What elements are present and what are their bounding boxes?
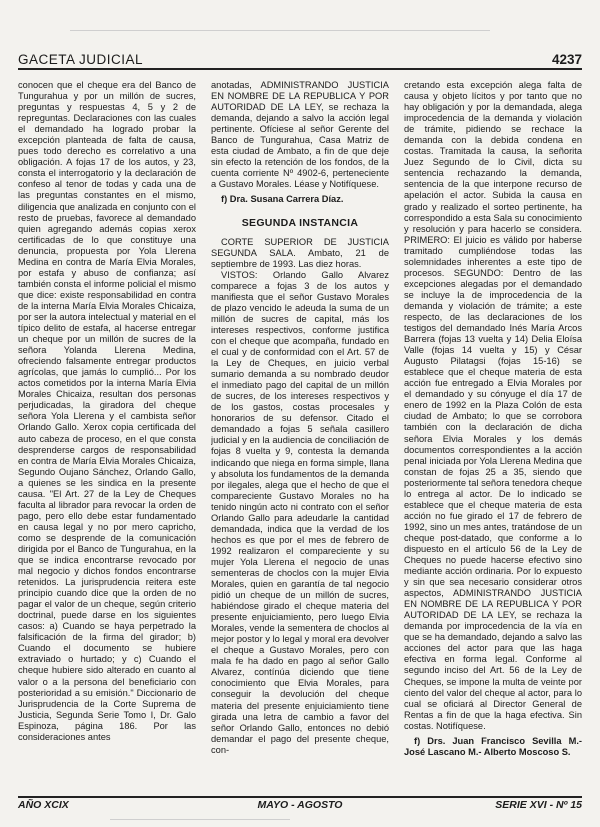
column-1-text: conocen que el cheque era del Banco de Tungurahua y por un millón de sucres, preguntas y respuestas 4, 5 y 2 de repreguntas. Declaraciones con las cuales el demandado ha logrado probar la excepción planteada de falta de causa, pues todo derecho es correlativo a una obligación. A fojas 17 de los autos, y 23, consta el interrogatorio y la declaración de confeso al tenor de todas y cada una de las preguntas constantes en el mismo, diligencia que analizada en conjunto con el resto de pruebas, favorece al demandado quien agregando además copias xerox certificadas de lo que constituye una denuncia, propuesta por Yola Llerena Medina en contra de María Elvia Morales, por estafa y abuso de confianza; así también consta el informe policial el mismo que dice: existe responsabilidad en contra de la interna María Elvia Morales Chicaiza, por ser la autora intelectual y material en el típico delito de estafa, al hacerse entregar un cheque por un millón de sucres de la señora Yolanda Llerena Medina, ofreciendo falsamente entregar productos agrícolas, que jamás lo cumplió... Por los actos cometidos por la interna María Elvia Morales Chicaiza, resultan dos personas perjudicadas, la giradora del cheque señora Yola Llerena y el cambista señor Orlando Gallo. Xerox copia certificada del auto cabeza de proceso, en el que consta desprenderse cargos de responsabilidad en contra de María Elvia Morales Chicaiza, Segundo Oujano Sánchez, Orlando Gallo, a quienes se les sindica en la presente causa. "El Art. 27 de la Ley de Cheques faculta al librador para revocar la orden de pago, pero ello debe estar fundamentado en causa legal y no por mero capricho, como se desprende de la comunicación dirigida por el Banco de Tungurahua, en la que se indica encontrarse revocado por mal negocio y dichos fondos encontrarse retenidos. La jurisprudencia reitera este principio cuando dice que la orden de no pagar el valor de un cheque, según criterio doctrinal, puede darse en los siguientes casos: a) Cuando se haya perpetrado la falsificación de la firma del girador; b) Cuando el documento se hubiere extraviado o hurtado; y c) Cuando el cheque hubiere sido alterado en cuanto al valor o a la persona del beneficiario con posterioridad a su emisión." Diccionario de Jurisprudencia de la Corte Suprema de Justicia, Segunda Serie Tomo I, Dr. Galo Espinoza, página 186. Por las consideraciones antes: [18, 80, 196, 742]
column-1: [18, 80, 196, 785]
column-3: [404, 80, 582, 785]
vistos-paragraph: VISTOS: Orlando Gallo Alvarez comparece a fojas 3 de los autos y manifiesta que el señor Gustavo Morales de plazo vencido le adeuda la suma de un millón de sucres de capital, más los intereses respectivos, conforme justifica con el cheque que acompaña, fundado en el cual y de conformidad con el Art. 57 de la Ley de Cheques, en juicio verbal sumario demanda a su nombrado deudor el inmediato pago del capital de un millón de sucres, de los intereses respectivos y de los gastos, costas procesales y honorarios de su defensor. Citado el demandado a fojas 5 señala casillero judicial y en la audiencia de conciliación de fojas 8 vuelta y 9, contesta la demanda indicando que niega en forma simple, llana y absoluta los fundamentos de la demanda por ilegales, alega que el hecho de que el compareciente Gustavo Morales no ha tenido ningún acto ni contrato con el señor Orlando Gallo para adeudarle la cantidad demandada, indica que la verdad de los hechos es que por el mes de febrero de 1992 realizaron el compareciente y su mujer Yola Llerena el negocio de unas sementeras de choclos con la mujer Elvia Morales, quien en garantía de tal negocio pidió un cheque de un millón de sucres, habiéndose girado el cheque materia del presente enjuiciamiento, pero luego Elvia Morales, vende la sementera de choclos al mejor postor y lo legal y moral era devolver el cheque a Gustavo Morales, pero con mala fe ha dado en pago al señor Gallo Alvarez, contínúa diciendo que tiene conocimiento que Elvia Morales, para conseguir la devolución del cheque materia del presente enjuiciamiento tiene girada una letra de cambio a favor del señor Orlando Gallo, entonces no debió demandar el pago del presente cheque, con-: [211, 269, 389, 755]
scan-rule-top: [70, 30, 490, 31]
page-number: 4237: [551, 52, 582, 67]
column-3-text: cretando esta excepción alega falta de causa y objeto lícitos y por tanto que no hay obligación y por la demandada, alega improcedencia de la demanda y violación de trámite, pidiendo se rechace la demanda con la debida condena en costas. Tramitada la causa, la señorita Juez Segundo de lo Civil, dicta su sentencia rechazando la demanda, sentencia de la que interpone recurso de apelación el actor. Subida la causa en grado y realizado el sorteo pertinente, ha correspondido a esta Sala su conocimiento y resolución y para hacerlo se considera. PRIMERO: El juicio es válido por haberse tramitado cumpliéndose todas las solemnidades inherentes a este tipo de procesos. SEGUNDO: Dentro de las excepciones alegadas por el demandado se incluye la de improcedencia de la demanda y violación de trámite; a este respecto, de las declaraciones de los testigos del demandado Inés María Arcos Barrera (fojas 13 vuelta y 14) Delia Eloísa Valle (fojas 14 vuelta y 15) y César Augusto Pilatagsi (fojas 15-16) se establece que el cheque materia de esta acción fue entregado a Elvia Morales por el demandado y su cónyuge el día 17 de enero de 1992 en la Plaza Colón de esta ciudad de Ambato; lo que se corrobora también con la declaración de dicha señora Elvia Morales y los demás documentos correspondientes a la acción penal iniciada por Yola Llerena Medina que constan de fojas 25 a 35, siendo que posteriormente tal señora tenedora cheque lo entrega al actor. De lo indicado se establece que el cheque materia de esta acción no fue girado el 17 de febrero de 1992, sino un mes antes, tratándose de un cheque post-datado, que conforme a lo dispuesto en el artículo 56 de la Ley de Cheques no puede hacerse efectivo sino mediante acción ordinaria. Por lo expuesto y sin que sea necesario considerar otros aspectos, ADMINISTRANDO JUSTICIA EN NOMBRE DE LA REPUBLICA Y POR AUTORIDAD DE LA LEY, se rechaza la demanda por improcedencia de la vía en que se ha demandado, dejando a salvo las acciones del actor para que las haga efectiva en forma legal. Conforme al segundo inciso del Art. 56 de la Ley de Cheques, se impone la multa de veinte por ciento del valor del cheque al actor, para lo cual se oficiará al Director General de Rentas a fin de que la haga efectiva. Sin costas. Notifíquese.: [404, 80, 582, 731]
journal-title: GACETA JUDICIAL: [18, 52, 144, 67]
section-heading: SEGUNDA INSTANCIA: [241, 216, 359, 229]
column-2: [211, 80, 389, 785]
second-instance-signature: f) Drs. Juan Francisco Sevilla M.- José Lascano M.- Alberto Moscoso S.: [404, 735, 582, 757]
first-instance-signature: f) Dra. Susana Carrera Díaz.: [221, 194, 344, 205]
page-header: [18, 48, 582, 70]
court-header-paragraph: CORTE SUPERIOR DE JUSTICIA SEGUNDA SALA. Ambato, 21 de septiembre de 1993. Las diez horas.: [211, 236, 389, 269]
footer-period: MAYO - AGOSTO: [257, 799, 343, 811]
footer-series: SERIE XVI - Nº 15: [495, 799, 582, 811]
ruling-conclusion: anotadas, ADMINISTRANDO JUSTICIA EN NOMBRE DE LA REPUBLICA Y POR AUTORIDAD DE LA LEY, se rechaza la demanda, dejando a salvo la acción legal pertinente. Ofíciese al señor Gerente del Banco de Tungurahua, Casa Matriz de esta ciudad de Ambato, a fin de que deje sin efecto la retención de los fondos, de la cuenta corriente Nº 4902-6, perteneciente a Gustavo Morales. Léase y Notifíquese.: [211, 80, 389, 190]
footer-year: AÑO XCIX: [18, 799, 69, 811]
scan-rule-bottom: [110, 819, 290, 820]
text-columns: [18, 80, 582, 785]
page-footer: [18, 796, 582, 814]
